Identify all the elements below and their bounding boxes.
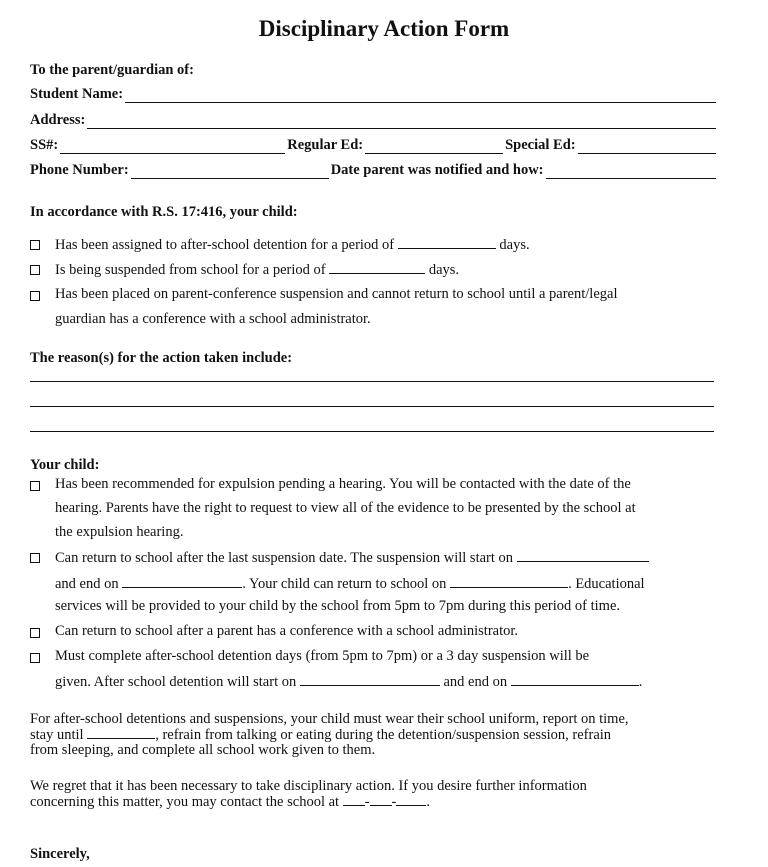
suspension-end-text: and end on <box>55 576 119 592</box>
expulsion-line2: hearing. Parents have the right to request to view all of the evidence to be presented by the school at <box>55 500 636 516</box>
contact-period: . <box>426 794 430 810</box>
ss-field[interactable] <box>60 140 285 154</box>
phone-row <box>30 162 718 179</box>
detention-start-text: given. After school detention will start on <box>55 674 297 690</box>
return-after-suspension-line3: services will be provided to your child by the school from 5pm to 7pm during this period of time. <box>55 598 621 614</box>
detention-or-suspension-line2 <box>55 672 642 691</box>
suspension-checkbox[interactable] <box>30 265 40 275</box>
expulsion-line3: the expulsion hearing. <box>55 524 184 540</box>
form-title: Disciplinary Action Form <box>258 16 510 41</box>
phone-prefix-field[interactable] <box>370 794 392 806</box>
detention-item <box>55 235 530 254</box>
date-notified-label: Date parent was notified and how: <box>330 162 544 178</box>
regular-ed-field[interactable] <box>365 140 503 154</box>
stay-until-text: stay until <box>30 727 84 743</box>
regret-line2 <box>30 794 587 810</box>
suspension-end-field[interactable] <box>122 574 242 588</box>
conference-return-text: Can return to school after a parent has a conference with a school administrator. <box>55 623 519 639</box>
expulsion-line1: Has been recommended for expulsion pending a hearing. You will be contacted with the date of the <box>55 476 631 492</box>
ss-label: SS#: <box>30 137 59 153</box>
your-child-heading: Your child: <box>30 457 100 473</box>
student-name-field[interactable] <box>125 89 716 103</box>
educational-text: . Educational <box>568 576 645 592</box>
uniform-line3: from sleeping, and complete all school work given to them. <box>30 742 376 758</box>
date-notified-field[interactable] <box>546 165 716 179</box>
section1-heading: In accordance with R.S. 17:416, your child: <box>30 204 298 220</box>
to-parent-label: To the parent/guardian of: <box>30 62 194 78</box>
phone-dash-1: - <box>364 794 370 810</box>
detention-end-field[interactable] <box>511 672 639 686</box>
return-date-text: . Your child can return to school on <box>242 576 447 592</box>
sincerely-text: Sincerely, <box>30 846 90 862</box>
detention-days-field[interactable] <box>398 235 496 249</box>
reason-line-2[interactable] <box>30 406 714 407</box>
suspension-days-label: days. <box>428 262 460 278</box>
address-row <box>30 112 718 129</box>
phone-label: Phone Number: <box>30 162 129 178</box>
regret-paragraph <box>30 779 587 810</box>
detention-checkbox[interactable] <box>30 240 40 250</box>
reasons-heading: The reason(s) for the action taken include: <box>30 350 293 366</box>
stay-until-field[interactable] <box>87 727 155 739</box>
detention-or-suspension-checkbox[interactable] <box>30 653 40 663</box>
return-after-suspension-checkbox[interactable] <box>30 553 40 563</box>
phone-line-field[interactable] <box>396 794 426 806</box>
detention-days-label: days. <box>499 237 530 253</box>
suspension-text: Is being suspended from school for a period of <box>55 262 326 278</box>
detention-end-text: and end on <box>443 674 508 690</box>
address-field[interactable] <box>87 115 716 129</box>
parent-conference-line2: guardian has a conference with a school administrator. <box>55 311 371 327</box>
uniform-paragraph <box>30 712 629 758</box>
reason-line-3[interactable] <box>30 431 714 432</box>
address-label: Address: <box>30 112 86 128</box>
return-after-suspension-line2 <box>55 574 645 593</box>
suspension-days-field[interactable] <box>329 260 425 274</box>
special-ed-field[interactable] <box>578 140 716 154</box>
detention-start-field[interactable] <box>300 672 440 686</box>
suspension-start-field[interactable] <box>517 548 649 562</box>
regret-line1: We regret that it has been necessary to take disciplinary action. If you desire further information <box>30 778 587 794</box>
suspension-item <box>55 260 459 279</box>
phone-dash-2: - <box>391 794 397 810</box>
uniform-line2 <box>30 727 629 743</box>
student-name-label: Student Name: <box>30 86 124 102</box>
refrain-text: , refrain from talking or eating during the detention/suspension session, refrain <box>155 727 612 743</box>
parent-conference-line1: Has been placed on parent-conference suspension and cannot return to school until a parent/legal <box>55 286 618 302</box>
ss-row <box>30 137 718 154</box>
detention-text: Has been assigned to after-school detention for a period of <box>55 237 395 253</box>
phone-area-field[interactable] <box>343 794 365 806</box>
detention-or-suspension-line1: Must complete after-school detention days (from 5pm to 7pm) or a 3 day suspension will be <box>55 648 590 664</box>
suspension-start-text: Can return to school after the last suspension date. The suspension will start on <box>55 550 514 566</box>
return-after-suspension-line1 <box>55 548 649 567</box>
return-date-field[interactable] <box>450 574 568 588</box>
contact-text: concerning this matter, you may contact the school at <box>30 794 340 810</box>
conference-return-checkbox[interactable] <box>30 628 40 638</box>
special-ed-label: Special Ed: <box>505 137 576 153</box>
detention-end-period: . <box>638 674 643 690</box>
phone-field[interactable] <box>131 165 329 179</box>
regular-ed-label: Regular Ed: <box>287 137 364 153</box>
parent-conference-checkbox[interactable] <box>30 291 40 301</box>
reason-line-1[interactable] <box>30 381 714 382</box>
student-name-row <box>30 86 718 103</box>
uniform-line1: For after-school detentions and suspensions, your child must wear their school uniform, report on time, <box>30 711 629 727</box>
expulsion-checkbox[interactable] <box>30 481 40 491</box>
